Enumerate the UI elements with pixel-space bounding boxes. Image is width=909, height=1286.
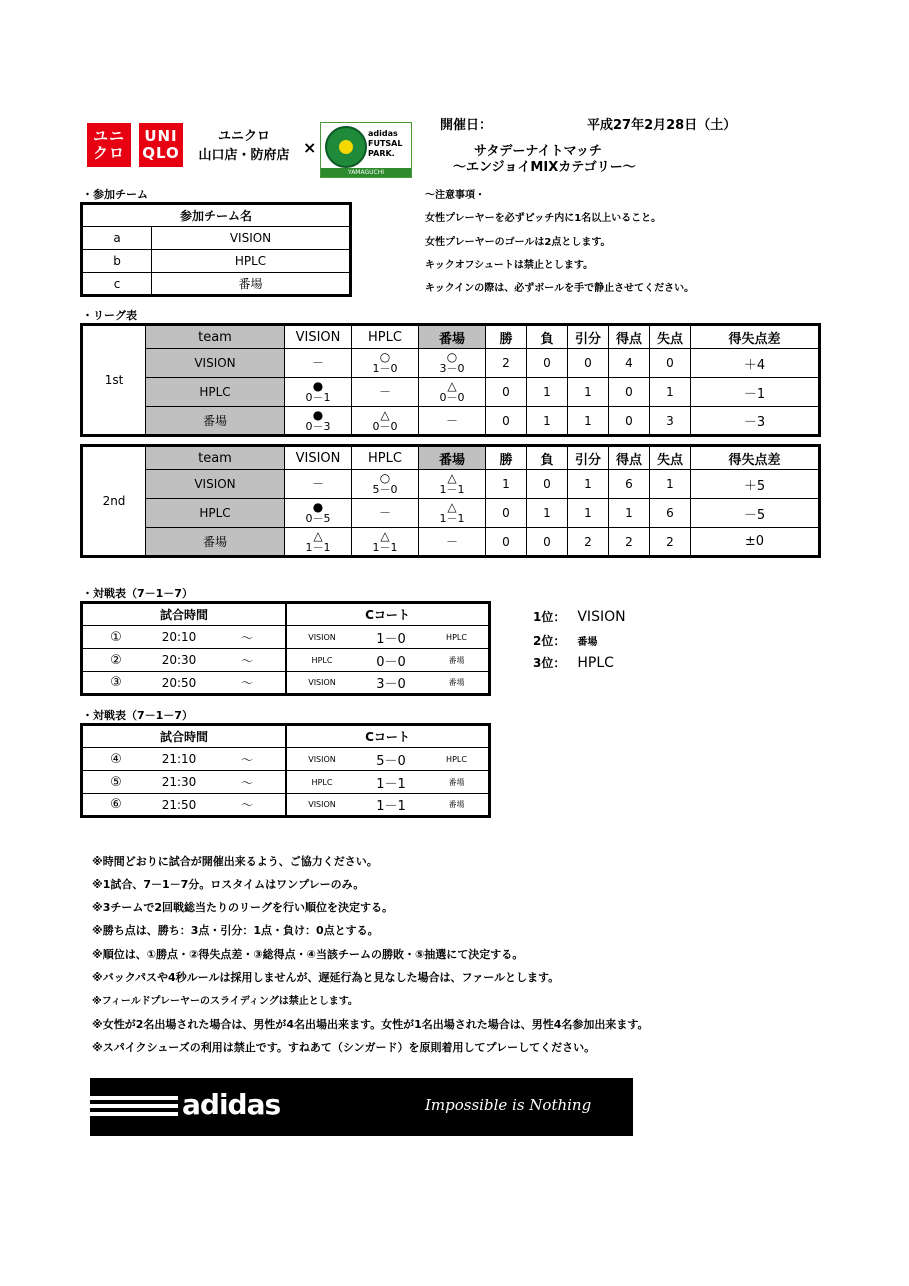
note-item: キックオフシュートは禁止とします。 bbox=[425, 260, 594, 271]
rule-item: ※1試合、7－1－7分。ロスタイムはワンプレーのみ。 bbox=[92, 878, 365, 891]
league-row: 番場 △ 1－1 △ 1－1 － 0 0 2 2 2 ±0 bbox=[82, 528, 820, 557]
date-value: 平成27年2月28日（土） bbox=[587, 118, 737, 133]
cross-mark: × bbox=[303, 138, 317, 157]
teams-header: 参加チーム名 bbox=[82, 204, 351, 227]
event-subtitle: ～エンジョイMIXカテゴリー～ bbox=[453, 160, 636, 175]
adidas-banner bbox=[90, 1078, 633, 1136]
match-row: ⑤ 21:30 ～ HPLC 1－1 番場 bbox=[82, 771, 490, 794]
match-row: ⑥ 21:50 ～ VISION 1－1 番場 bbox=[82, 794, 490, 817]
league-table-2nd: 2nd team VISION HPLC 番場 勝 負 引分 得点 失点 得失点差 VISION － ○ 5－0 △ 1－1 1 0 1 6 1 ＋5 HPLC ● 0－5 － △ 1－1 0 1 1 1 6 －5 番場 △ 1－1 △ 1－1 － 0 0 2 2 2 ±0 bbox=[80, 444, 821, 558]
round-label: 2nd bbox=[82, 446, 146, 557]
adidas-stripe-icon bbox=[90, 1112, 178, 1116]
rule-item: ※スパイクシューズの利用は禁止です。すねあて（シンガード）を原則着用してプレーしてください。 bbox=[92, 1041, 596, 1054]
rank-3: 3位： HPLC bbox=[533, 655, 614, 671]
match-row: ③ 20:50 ～ VISION 3－0 番場 bbox=[82, 672, 490, 695]
team-row: c 番場 bbox=[82, 273, 351, 296]
league-row: VISION － ○ 1－0 ○ 3－0 2 0 0 4 0 ＋4 bbox=[82, 349, 820, 378]
notes-title: ～注意事項・ bbox=[425, 190, 485, 201]
league-table-1st: 1st team VISION HPLC 番場 勝 負 引分 得点 失点 得失点差 VISION － ○ 1－0 ○ 3－0 2 0 0 4 0 ＋4 HPLC ● 0－1 － △ 0－0 0 1 1 0 1 －1 番場 ● 0－3 △ 0－0 － 0 1 1 0 3 －3 bbox=[80, 323, 821, 437]
event-title: サタデーナイトマッチ bbox=[474, 144, 602, 159]
league-row: 番場 ● 0－3 △ 0－0 － 0 1 1 0 3 －3 bbox=[82, 407, 820, 436]
schedule-title: ・対戦表（7－1－7） bbox=[82, 587, 193, 600]
league-row: VISION － ○ 5－0 △ 1－1 1 0 1 6 1 ＋5 bbox=[82, 470, 820, 499]
note-item: キックインの際は、必ずボールを手で静止させてください。 bbox=[425, 283, 695, 294]
rule-item: ※バックパスや4秒ルールは採用しませんが、遅延行為と見なした場合は、ファールとします。 bbox=[92, 971, 560, 984]
schedule-table-1: 試合時間 Cコート ① 20:10 ～ VISION 1－0 HPLC ② 20:30 ～ HPLC 0－0 番場 ③ 20:50 ～ VISION 3－0 番場 bbox=[80, 601, 491, 696]
uniqlo-logo-jp: ユニ クロ bbox=[87, 123, 131, 167]
match-row: ① 20:10 ～ VISION 1－0 HPLC bbox=[82, 626, 490, 649]
rank-2: 2位： 番場 bbox=[533, 634, 598, 648]
rule-item: ※3チームで2回戦総当たりのリーグを行い順位を決定する。 bbox=[92, 901, 393, 914]
adidas-stripe-icon bbox=[90, 1104, 178, 1108]
rule-item: ※女性が2名出場された場合は、男性が4名出場出来ます。女性が1名出場された場合は、男性4名参加出来ます。 bbox=[92, 1018, 649, 1031]
adidas-wordmark: adidas bbox=[182, 1088, 281, 1121]
teams-table bbox=[80, 202, 352, 297]
rule-item: ※勝ち点は、勝ち：3点・引分：1点・負け：0点とする。 bbox=[92, 924, 379, 937]
league-title: ・リーグ表 bbox=[82, 309, 137, 322]
match-row: ④ 21:10 ～ VISION 5－0 HPLC bbox=[82, 748, 490, 771]
note-item: 女性プレーヤーのゴールは2点とします。 bbox=[425, 237, 611, 248]
rank-1: 1位： VISION bbox=[533, 609, 626, 625]
team-row: b HPLC bbox=[82, 250, 351, 273]
adidas-slogan: Impossible is Nothing bbox=[425, 1096, 592, 1114]
note-item: 女性プレーヤーを必ずピッチ内に1名以上いること。 bbox=[425, 213, 662, 224]
futsal-park-logo: adidas FUTSAL PARK. YAMAGUCHI bbox=[320, 122, 412, 178]
teams-section-title: ・参加チーム bbox=[82, 188, 148, 201]
rule-item: ※フィールドプレーヤーのスライディングは禁止とします。 bbox=[92, 996, 358, 1007]
date-label: 開催日： bbox=[440, 118, 493, 133]
league-row: HPLC ● 0－1 － △ 0－0 0 1 1 0 1 －1 bbox=[82, 378, 820, 407]
schedule-table-2: 試合時間 Cコート ④ 21:10 ～ VISION 5－0 HPLC ⑤ 21:30 ～ HPLC 1－1 番場 ⑥ 21:50 ～ VISION 1－1 番場 bbox=[80, 723, 491, 818]
uniqlo-logo-en: UNI QLO bbox=[139, 123, 183, 167]
shop-name: ユニクロ 山口店・防府店 bbox=[198, 129, 290, 163]
league-row: HPLC ● 0－5 － △ 1－1 0 1 1 1 6 －5 bbox=[82, 499, 820, 528]
round-label: 1st bbox=[82, 325, 146, 436]
match-row: ② 20:30 ～ HPLC 0－0 番場 bbox=[82, 649, 490, 672]
soccer-ball-icon bbox=[325, 126, 367, 168]
rule-item: ※順位は、①勝点・②得失点差・③総得点・④当該チームの勝敗・⑤抽選にて決定する。 bbox=[92, 948, 524, 961]
adidas-stripe-icon bbox=[90, 1096, 178, 1100]
schedule-title: ・対戦表（7－1－7） bbox=[82, 709, 193, 722]
team-row: a VISION bbox=[82, 227, 351, 250]
rule-item: ※時間どおりに試合が開催出来るよう、ご協力ください。 bbox=[92, 855, 378, 868]
